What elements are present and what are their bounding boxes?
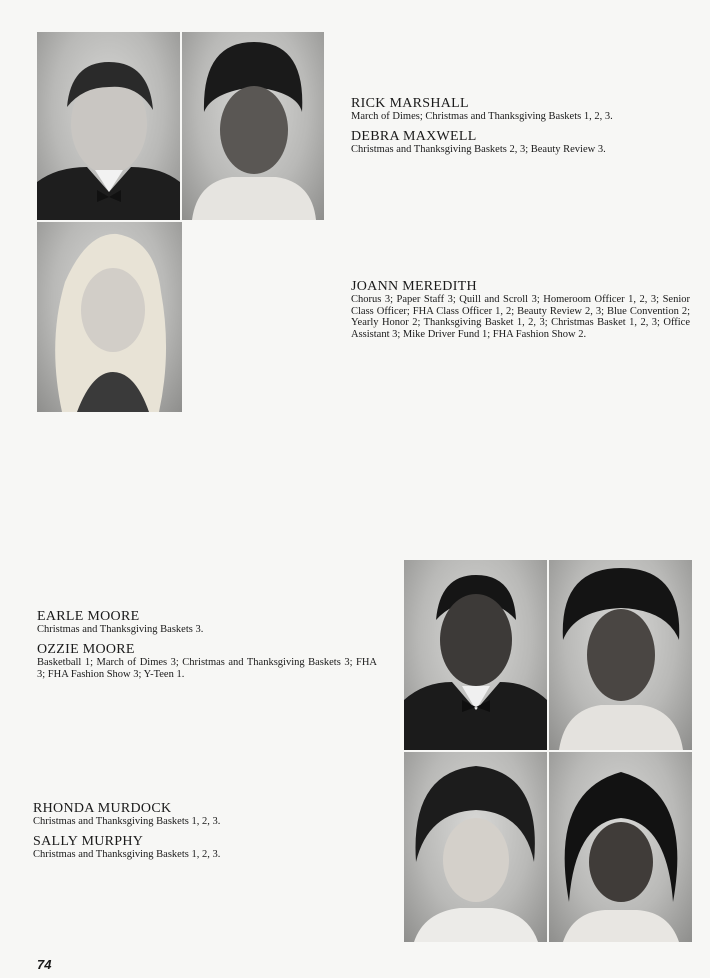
entry-debra-maxwell — [351, 129, 681, 160]
portrait-earle-moore — [404, 560, 547, 750]
student-activities: March of Dimes; Christmas and Thanksgiving Baskets 1, 2, 3. — [351, 111, 613, 122]
student-activities: Basketball 1; March of Dimes 3; Christmas and Thanksgiving Baskets 3; FHA 3; FHA Fashion Show 3; Y-Teen 1. — [37, 657, 377, 680]
entry-rick-marshall — [351, 96, 681, 127]
student-activities: Christmas and Thanksgiving Baskets 3. — [37, 624, 204, 635]
entry-rhonda-murdock — [33, 801, 363, 832]
portrait-ozzie-moore — [549, 560, 692, 750]
student-name: RHONDA MURDOCK — [33, 801, 172, 816]
entry-sally-murphy — [33, 834, 363, 865]
student-name: OZZIE MOORE — [37, 642, 135, 657]
student-activities: Chorus 3; Paper Staff 3; Quill and Scroll 3; Homeroom Officer 1, 2, 3; Senior Class Officer; FHA Class Officer 1, 2; Beauty Review 2, 3; Blue Convention 2; Yearly Honor 2; Thanksgiving Basket 1, 2, 3; Christmas Basket 1, 2, 3; Office Assistant 3; Mike Driver Fund 1; FHA Fashion Show 2. — [351, 294, 690, 340]
student-activities: Christmas and Thanksgiving Baskets 1, 2, 3. — [33, 849, 221, 860]
page-number: 74 — [37, 957, 52, 972]
student-name: DEBRA MAXWELL — [351, 129, 477, 144]
student-name: EARLE MOORE — [37, 609, 140, 624]
student-activities: Christmas and Thanksgiving Baskets 1, 2, 3. — [33, 816, 221, 827]
portrait-rick-marshall — [37, 32, 180, 220]
student-name: JOANN MEREDITH — [351, 279, 477, 294]
student-name: RICK MARSHALL — [351, 96, 469, 111]
entry-ozzie-moore — [37, 642, 377, 684]
entry-earle-moore — [37, 609, 377, 640]
portrait-sally-murphy — [549, 752, 692, 942]
portrait-debra-maxwell — [182, 32, 324, 220]
portrait-joann-meredith — [37, 222, 182, 412]
portrait-rhonda-murdock — [404, 752, 547, 942]
student-name: SALLY MURPHY — [33, 834, 144, 849]
student-activities: Christmas and Thanksgiving Baskets 2, 3; Beauty Review 3. — [351, 144, 606, 155]
entry-joann-meredith — [351, 279, 690, 344]
